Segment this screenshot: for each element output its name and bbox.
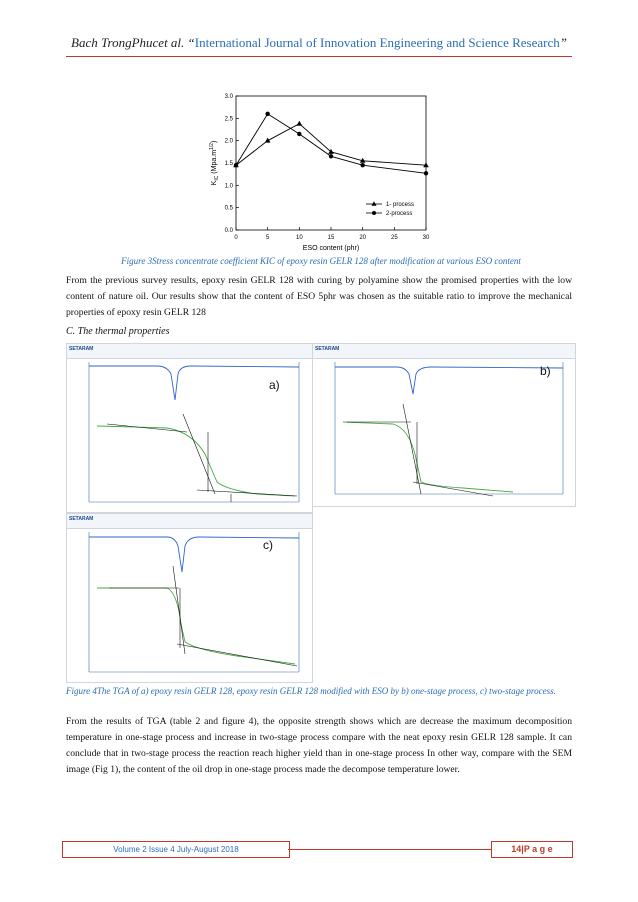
panel-label-c: c)	[263, 538, 273, 552]
header-authors: Bach TrongPhucet al.	[71, 35, 185, 50]
x-tick-label: 30	[422, 235, 430, 241]
data-point-triangle	[297, 121, 303, 126]
tga-panel-a	[66, 343, 313, 513]
panel-label-b: b)	[540, 364, 551, 378]
x-tick-label: 15	[327, 235, 335, 241]
figure3-caption: Figure 3Stress concentrate coefficient KIC of epoxy resin GELR 128 after modification at various ESO content	[121, 256, 521, 266]
figure4-caption: Figure 4The TGA of a) epoxy resin GELR 128, epoxy resin GELR 128 modified with ESO by b) one-stage process, c) two-stage process.	[66, 686, 556, 696]
y-label-sup: 1/2	[209, 143, 215, 150]
y-tick-label: 2.5	[224, 116, 233, 123]
legend-label: 2-process	[386, 211, 413, 217]
y-tick-label: 2.0	[224, 138, 233, 145]
data-point-circle	[424, 171, 428, 175]
footer-volume: Volume 2 Issue 4 July-August 2018	[62, 841, 290, 858]
y-label-k: K	[211, 180, 218, 186]
legend-label: 1- process	[386, 202, 415, 208]
setaram-logo: SETARAM	[315, 346, 340, 352]
tga-plot-c	[67, 514, 312, 682]
y-tick-label: 3.0	[224, 94, 233, 100]
data-point-circle	[329, 154, 333, 158]
legend-marker-circle	[372, 211, 376, 215]
y-label-close: )	[211, 140, 218, 144]
setaram-logo: SETARAM	[69, 346, 94, 352]
legend-marker-triangle	[372, 201, 377, 206]
running-header: Bach TrongPhucet al. “International Journal of Innovation Engineering and Science Research”	[71, 35, 567, 50]
tga-panel-c	[66, 513, 313, 683]
paragraph-tga-results: From the results of TGA (table 2 and figure 4), the opposite strength shows which are decrease the maximum decomposition temperature in one-stage process and increase in two-stage process compare with the neat epoxy resin GELR 128 sample. It can conclude that in two-stage process the reaction reach higher yield than in one-stage process In other way, compare with the SEM image (Fig 1), the content of the oil drop in one-stage process made the decompose temperature lower.	[66, 716, 572, 775]
footer-page-number: 14|P a g e	[491, 841, 573, 858]
x-axis-label: ESO content (phr)	[302, 245, 360, 252]
kic-line-chart	[190, 88, 450, 253]
paragraph-kic-results: From the previous survey results, epoxy resin GELR 128 with curing by polyamine show the promised properties with the low content of nature oil. Our results show that the content of ESO 5phr was chosen as the suitable ratio to improve the mechanical properties of epoxy resin GELR 128	[66, 275, 572, 318]
x-tick-label: 25	[390, 235, 398, 241]
y-axis-label	[209, 141, 220, 186]
data-point-circle	[297, 132, 301, 136]
y-label-unit: (Mpa.m	[211, 149, 218, 176]
x-tick-label: 20	[359, 235, 367, 241]
setaram-logo: SETARAM	[69, 516, 94, 522]
header-rule	[66, 56, 572, 57]
y-label-sub: IC	[214, 175, 220, 181]
y-tick-label: 0.0	[224, 228, 233, 234]
tga-plot-a	[67, 344, 312, 512]
footer-rule	[288, 849, 491, 850]
header-journal: International Journal of Innovation Engineering and Science Research	[194, 35, 560, 50]
tga-plot-b	[313, 344, 575, 506]
x-tick-label: 0	[234, 235, 238, 241]
x-tick-label: 10	[295, 235, 303, 241]
section-heading-thermal: C. The thermal properties	[66, 326, 170, 337]
data-point-triangle	[265, 138, 271, 143]
tga-panel-b	[312, 343, 576, 507]
data-point-circle	[234, 163, 238, 167]
y-tick-label: 1.0	[224, 183, 233, 190]
data-point-circle	[265, 112, 269, 116]
y-tick-label: 0.5	[224, 205, 233, 212]
series-line-1	[236, 124, 426, 166]
panel-label-a: a)	[269, 378, 280, 392]
y-tick-label: 1.5	[224, 161, 233, 167]
data-point-circle	[360, 163, 364, 167]
x-tick-label: 5	[265, 235, 270, 241]
